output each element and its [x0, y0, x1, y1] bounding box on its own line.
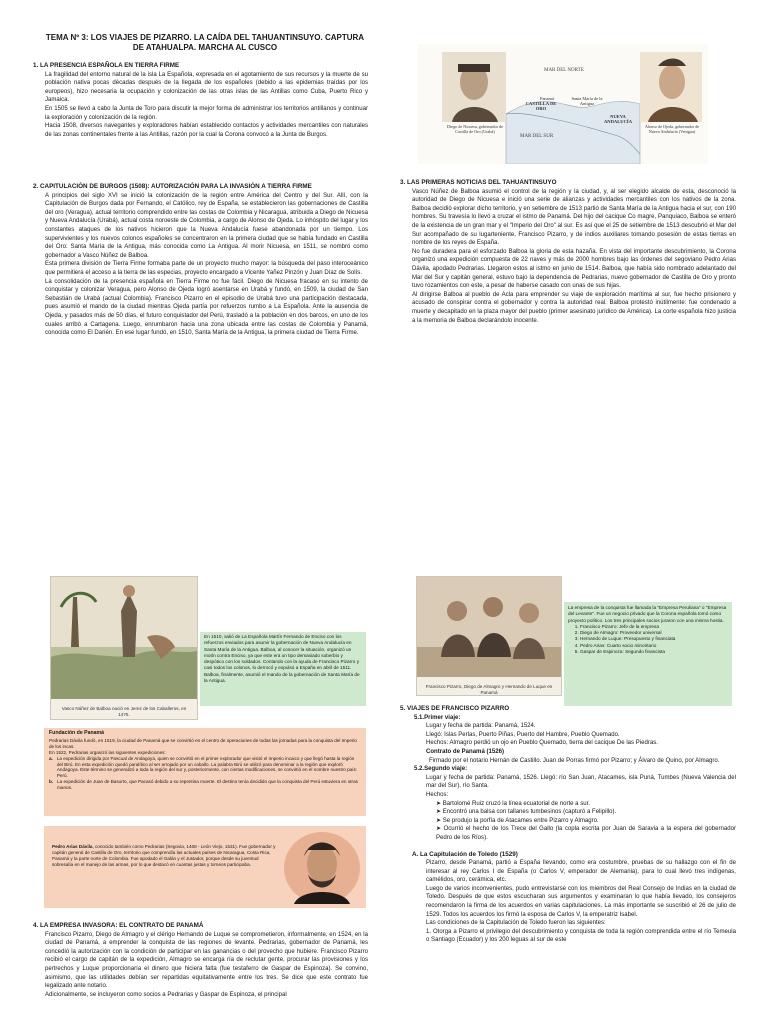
section-5-heading: 5. VIAJES DE FRANCISCO PIZARRO: [400, 705, 510, 712]
section-2-paragraph: La consolidación de la presencia española en Tierra Firme no fue fácil. Diego de Nicuesa fracasó en su intento de conquistar y colonizar Veragua, pero Alonso de Ojeda logró asentarse en Urabá y fundó, en 1509, la ciudad de San Sebastián de Urabá (actual Colombia). Francisco Pizarro en el episodio de Urabá tuvo una participación destacada, pues asumió el mando de la ciudad mientras Ojeda partía por refuerzos rumbo a La Española. Ante la ausencia de Ojeda, y pasados más de 50 días, el futuro conquistador del Perú, trasladó a la población en dos barcos, en uno de los cuales arribó a Cartagena. Luego, enrumbaron hacia una zona ubicada entre las costas de Colombia y Panamá, conocida como El Darién. En ese lugar fundó, en 1510, Santa María de la Antigua, la primera ciudad de Tierra Firme.: [45, 278, 368, 337]
hechos-list-item: ➤ Se produjo la porfía de Atacames entre Pizarro y Almagro.: [436, 817, 736, 826]
hechos-list: [426, 800, 736, 843]
pedrarias-box: [44, 826, 366, 908]
balboa-illustration: [51, 577, 197, 699]
fundacion-item-a: a. La expedición dirigida por Pascual de Andagoya, quien se convirtió en el primer explorador que visitó el Imperio incaico y que llegó hasta la región del Birú. En esta expedición quedó paralítico al ser arrojado por un caballo. La palabra Birú se utilizó para denominar a la región que exploró Andagoya. Este término se generalizó a toda la región del sur y, posteriormente, con ciertas modificaciones, se convirtió en el nombre nuestro país: Perú.: [49, 756, 361, 780]
contrato-text: Firmado por el notario Hernán de Castillo. Juan de Porras firmó por Pizarro; y Álvaro de Quino, por Almagro.: [429, 757, 720, 764]
section-2: [33, 183, 368, 338]
enciso-note: [200, 632, 366, 706]
section-1: [33, 62, 368, 139]
fundacion-item-b: b. La expedición de Juan de Basurto, que Pacasó debido a su repentina muerte. El destino tenía decidido que la conquista del Perú estuviera en otras manos.: [49, 779, 361, 791]
contrato-title: Contrato de Panamá (1526): [426, 748, 504, 755]
hechos-list-item: ➤ Bartolomé Ruiz cruzó la línea ecuatorial de norte a sur.: [436, 800, 736, 809]
ojeda-portrait: [640, 52, 702, 122]
toledo-paragraph: Las condiciones de la Capitulación de Toledo fueron las siguientes:: [426, 920, 606, 927]
section-3-heading: 3. LAS PRIMERAS NOTICIAS DEL TAHUANTINSUYO: [400, 179, 557, 186]
socios-list-item: 3. Hernando de Luque: Presupuesto y financiata: [580, 636, 728, 642]
toledo-paragraph: Luego de varios inconvenientes, pudo entrevistarse con los miembros del Real Consejo de Indias en la ciudad de Toledo. Después de que estos escucharan sus argumentos y examinaran lo que había llevado, los consejeros recomendaron la firma de los acuerdos en varias capitulaciones. La más importante se suscribió el 26 de julio de 1529. Todos los acuerdos los firmó la esposa de Carlos V, la emperatriz Isabel.: [426, 885, 736, 918]
fundacion-item-b-text: La expedición de Juan de Basurto, que Pacasó debido a su repentina muerte. El destino tenía decidido que la conquista del Perú estuviera en otras manos.: [57, 779, 358, 791]
socios-list: [568, 624, 728, 655]
pedrarias-name: Pedro Arias Dávila: [52, 844, 93, 849]
hechos-list-item: ➤ Encontró una balsa con tallanes tumbesinos (capturó a Felipillo).: [436, 808, 736, 817]
segundo-viaje-title: 5.2.Segundo viaje:: [414, 766, 468, 773]
fundacion-title: Fundación de Panamá: [49, 730, 105, 736]
section-5: [400, 705, 736, 945]
map-caption-right: Alonso de Ojeda, gobernador de Nueva Andalucía (Veragua): [644, 124, 700, 134]
map-illustration: [418, 44, 708, 164]
primer-viaje-line: Lugar y fecha de partida: Panamá, 1524.: [426, 723, 536, 730]
segundo-viaje-line: Hechos:: [426, 791, 449, 798]
map-label-mar-norte: MAR DEL NORTE: [544, 68, 584, 73]
socios-list-item: 2. Diego de Almagro: Proveedor universal: [580, 630, 728, 636]
map-figure: [418, 44, 708, 164]
balboa-caption: Vasco Núñez de Balboa nació en Jerez de los Caballeros, en 1475.: [61, 706, 187, 717]
map-label-panama: Panamá: [540, 96, 554, 101]
section-1-paragraph: Hacia 1508, diversos navegantes y exploradores habían establecido contactos y actividades mercantiles con naturales de las zonas continentales frente a las Antillas, razón por la cual la Corona convocó a la Junta de Burgos.: [45, 123, 368, 138]
fundacion-item-a-text: La expedición dirigida por Pascual de Andagoya, quien se convirtió en el primer explorador que visitó el Imperio incaico y que llegó hasta la región del Birú. En esta expedición quedó paralítico al ser arrojado por un caballo. La palabra Birú se utilizó para denominar a la región que exploró Andagoya. Este término se generalizó a toda la región del sur y, posteriormente, con ciertas modificaciones, se convirtió en el nombre nuestro país: Perú.: [56, 755, 358, 779]
socios-list-item: 4. Pedro Arias: Cuarto socio minoritario: [580, 643, 728, 649]
fundacion-intro-2: En 1522, Pedrarias organizó las siguientes expediciones:: [49, 749, 166, 755]
toledo-heading: A. La Capitulación de Toledo (1529): [412, 850, 518, 858]
segundo-viaje-line: Lugar y fecha de partida: Panamá, 1526. Llegó: río San Juan, Atacames, isla Puná, Tumbes (Nueva Valencia del mar del Sur), río Santa.: [426, 774, 736, 790]
map-label-andalucia: NUEVA ANDALUCÍA: [603, 114, 633, 125]
map-label-santa-maria: Santa María de la Antigua: [571, 96, 603, 106]
nicuesa-portrait: [442, 52, 506, 122]
page-title: TEMA Nº 3: LOS VIAJES DE PIZARRO. LA CAÍDA DEL TAHUANTINSUYO. CAPTURA DE ATAHUALPA. MARCHA AL CUSCO: [45, 33, 365, 52]
section-4-paragraph: Francisco Pizarro, Diego de Almagro y el clérigo Hernando de Luque se comprometieron, informalmente, en 1524, en la ciudad de Panamá, a emprender la conquista de las regiones de levante. Pedrarias, gobernador de Panamá, les concedió la autorización con la condición de participar en las ganancias o del provecho que hubiere. Francisco Pizarro recibió el cargo de capitán de la expedición, Almagro se encarga ría de reclutar gente, procurar las provisiones y los pertrechos y Luque proporcionaría el dinero que hiciera falta (fue testaferro de Gaspar de Espinoza). Se convino, asimismo, que las utilidades debían ser repartidas equitativamente entre los tres. Se dice que este contrato fue legalizado ante notario.: [45, 931, 368, 990]
toledo-paragraph: Pizarro, desde Panamá, partió a España llevando, como era costumbre, pruebas de su hallazgo con el fin de interesar al rey Carlos I de España (o Carlos V, emperador de Alemania), para lo cual llevó tres indígenas, camélidos, oro, cerámica, etc.: [426, 860, 736, 884]
section-2-paragraph: Esta primera división de Tierra Firme formaba parte de un proyecto mucho mayor: la búsqueda del paso interoceánico que permitiera el acceso a la tierra de las especias, proyecto encargado a Vicente Yañez Pinzón y Juan Díaz de Solís.: [45, 261, 368, 276]
section-4: [33, 922, 368, 999]
primer-viaje-line: Hechos: Almagro perdió un ojo en Pueblo Quemado, tierra del cacique De las Piedras.: [426, 740, 658, 747]
section-4-heading: 4. LA EMPRESA INVASORA: EL CONTRATO DE PANAMÁ: [33, 922, 204, 929]
enciso-note-text: En 1510, salió de La Española Martín Fernando de Enciso con los refuerzos enviados para asumir la gobernación de Nueva Andalucía en Santa María de la Antigua. Balboa, al conocer la situación, organizó un motín contra Enciso, ya que este era un tipo demasiado soberbio y despótico con los soldados. Contando con la ayuda de Francisco Pizarro y casi todos los colonos, lo derrocó y expulsó a España en abril de 1511. Balboa, finalmente, asumió el mando de la gobernación de Santa María de la Antigua.: [204, 634, 360, 684]
section-3-paragraph: Vasco Núñez de Balboa asumió el control de la región y la ciudad, y, al ser elegido alcalde de esta, desconoció la autoridad de Diego de Nicuesa e inició una serie de alianzas y actividades mercantiles con los nativos de la zona. Balboa decidió explorar dicho territorio, y en setiembre de 1513 partió de Santa María de la Antigua hacia el sur, con 190 hombres. Su travesía lo llevó a cruzar el istmo de Panamá. Del hijo del cacique Co magre, Panquiaco, Balboa se enteró de la existencia de un gran mar y el "Imperio del Oro" al sur. Es así que el 25 de setiembre de 1513 descubrió el Mar del Sur acompañado de su lugarteniente, Francisco Pizarro, y de indios auxiliares tomando posesión de estas tierras en nombre de los reyes de España.: [412, 188, 736, 247]
pedrarias-text: [52, 844, 278, 868]
socios-list-item: 5. Gaspar de Espinoza: Segundo financista: [580, 649, 728, 655]
socios-illustration: [417, 577, 561, 677]
fundacion-intro: Pedrarias Dávila fundó, en 1519, la ciudad de Panamá que se convirtió en el centro de operaciones de todas las jornadas para la conquista del Imperio de los incas.: [49, 737, 357, 749]
balboa-figure: [50, 576, 198, 720]
primer-viaje-title: 5.1.Primer viaje:: [414, 714, 461, 721]
empresa-note-intro: La empresa de la conquista fue llamada la "Empresa Peruliana" o "Empresa del Levante". Fue un negocio privado que la Corona española tomó como proyecto político. Los tres principales socios juraron con una misma hostia.: [568, 605, 727, 623]
fundacion-panama-box: [44, 728, 366, 816]
hechos-list-item: ➤ Ocurrió el hecho de los Trece del Gallo (la copla escrita por Juan de Saravia a la espera del gobernador Pedro de los Ríos).: [436, 825, 736, 842]
section-3-paragraph: No fue duradera para el esforzado Balboa la gloria de esta hazaña. En vista del importante descubrimiento, la Corona organizó una expedición compuesta de 22 naves y más de 2000 hombres bajo las órdenes del segoviano Pedro Arias Dávila, apodado Pedrarias. Llegaron estos al istmo en junio de 1514. Balboa, que había sido nombrado adelantado del Mar del Sur y capitán general, estuvo bajo la dependencia de Pedrarias, nuevo gobernador de Castilla de Oro y pronto tuvo rozamientos con este, a pesar de haberse casado con unas de sus hijas.: [412, 248, 736, 290]
map-label-mar-sur: MAR DEL SUR: [520, 134, 554, 139]
section-1-heading: 1. LA PRESENCIA ESPAÑOLA EN TIERRA FIRME: [33, 62, 180, 69]
section-3-paragraph: Al dirigirse Balboa al pueblo de Acla para emprender su viaje de exploración marítima al sur, fue hecho prisionero y acusado de conspirar contra el gobernador y contra la autoridad real. Balboa protestó inútilmente: fue condenado a muerte y decapitado en la plaza mayor del pueblo (primer asesinato jurídico de América). La corte española hizo justicia a la memoria de Balboa declarándolo inocente.: [412, 291, 736, 324]
section-1-paragraph: La fragilidad del entorno natural de la isla La Española, expresada en el agotamiento de sus recursos y la muerte de su población nativa pocas décadas después de la llegada de los españoles (debido a las epidemias traídas por los europeos), hizo necesaria la ocupación y colonización de las otras islas de las Antillas como Cuba, Puerto Rico y Jamaica.: [45, 71, 368, 104]
section-3: [400, 179, 736, 325]
pedrarias-description: , conocido también como Pedrarias (Segovia, 1468 - León Viejo, 1531). Fue gobernador y capitán general de Castilla de Oro, territorio que comprendía las actuales países de Nicaragua, Costa Rica, Panamá y la parte norte de Colombia. Fue apodado el Galán y el Justador, porque desde su juventud sobresalía en el manejo de las armas, por lo que destacó en cuantas justas y torneos participaba.: [52, 844, 276, 867]
map-label-castilla: CASTILLA DE ORO: [525, 101, 557, 112]
pedrarias-portrait: [282, 830, 362, 906]
empresa-note: [564, 602, 732, 706]
section-2-paragraph: A principios del siglo XVI se inició la colonización de la región entre América del Centro y del Sur. Allí, con la Capitulación de Burgos dada por Fernando, el Católico, rey de España, se establecieron las gobernaciones de Castilla del oro (Veragua), actual territorio comprendido entre las costas de Colombia y Nicaragua, atribuida a Diego de Nicuesa y Nueva Andalucía (Urabá), actual costa noroeste de Colombia, a cargo de Alonso de Ojeda. Lo inhóspito del lugar y los constantes ataques de los nativos hicieron que la Nueva Andalucía fuese abandonada por un tiempo. Los supervivientes y los nuevos colonos españoles se concentraron en la primera ciudad que se había fundado en Castilla del Oro: Santa María de la Antigua, más conocida como La Antigua. Al morir Nicuesa, en 1511, se nombró como gobernador a Vasco Núñez de Balboa.: [45, 192, 368, 259]
socios-list-item: 1. Francisco Pizarro: Jefe de la empresa: [580, 624, 728, 630]
section-1-paragraph: En 1505 se llevó a cabo la Junta de Toro para discutir la mejor forma de administrar los territorios antillanos y continuar la exploración y colonización de la región.: [45, 105, 368, 121]
section-4-paragraph: Adicionalmente, se incluyeron como socios a Pedrarias y Gaspar de Espinoza, el principal: [45, 991, 287, 998]
socios-caption: Francisco Pizarro, Diego de Almagro y Hernando de Luque en Panamá: [425, 684, 553, 695]
section-2-heading: 2. CAPITULACIÓN DE BURGOS (1508): AUTORIZACIÓN PARA LA INVASIÓN A TIERRA FIRME: [33, 183, 312, 190]
map-caption-left: Diego de Nicuesa, gobernador de Castilla de Oro (Urabá): [447, 124, 503, 134]
socios-figure: [416, 576, 562, 696]
primer-viaje-line: Llegó: Islas Perlas, Puerto Piñas, Puerto del Hambre, Pueblo Quemado.: [426, 731, 620, 738]
toledo-paragraph: 1. Otorga a Pizarro el privilegio del descubrimiento y conquista de toda la región comprendida entre el río Temeula o Santiago (Ecuador) y los 200 leguas al sur de este: [426, 928, 736, 944]
